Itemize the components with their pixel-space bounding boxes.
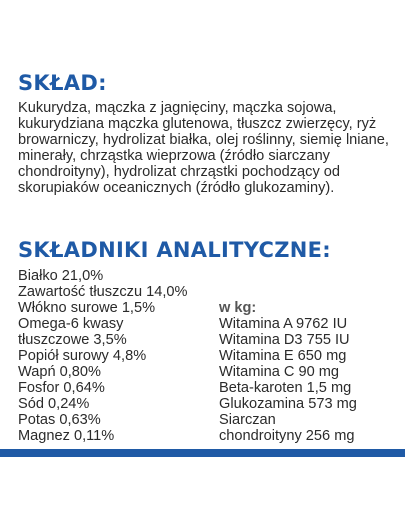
vitamin-item: Witamina D3 755 IU (219, 332, 350, 348)
analytical-item: Omega-6 kwasy (18, 316, 124, 332)
analytical-item: Zawartość tłuszczu 14,0% (18, 284, 188, 300)
analytical-list-left (18, 268, 188, 444)
vitamins-list-right (219, 300, 357, 444)
footer-bar (0, 449, 405, 457)
analytical-item: tłuszczowe 3,5% (18, 332, 127, 348)
vitamin-item: Witamina A 9762 IU (219, 316, 348, 332)
vitamin-item: Siarczan (219, 412, 276, 428)
analytical-item: Włókno surowe 1,5% (18, 300, 156, 316)
vitamin-item: chondroityny 256 mg (219, 428, 355, 444)
analytical-item: Magnez 0,11% (18, 428, 115, 444)
vitamin-item: Beta-karoten 1,5 mg (219, 380, 352, 396)
analytical-item: Wapń 0,80% (18, 364, 102, 380)
analytical-item: Popiół surowy 4,8% (18, 348, 147, 364)
composition-text: Kukurydza, mączka z jagnięciny, mączka sojowa, kukurydziana mączka glutenowa, tłuszcz zwierzęcy, ryż browarniczy, hydrolizat białka, olej roślinny, siemię lniane, minerały, chrząstka wieprzowa (źródło siarczany chondroityny), hydrolizat chrząstki pochodzący od skorupiaków oceanicznych (źródło glukozaminy). (18, 100, 389, 196)
analytical-item: Fosfor 0,64% (18, 380, 105, 396)
vitamin-item: Witamina E 650 mg (219, 348, 347, 364)
analytical-item: Potas 0,63% (18, 412, 101, 428)
analytical-item: Sód 0,24% (18, 396, 90, 412)
per-kg-label: w kg: (219, 300, 257, 316)
composition-heading: SKŁAD: (18, 71, 107, 95)
analytical-item: Białko 21,0% (18, 268, 104, 284)
vitamin-item: Glukozamina 573 mg (219, 396, 357, 412)
analytical-heading: SKŁADNIKI ANALITYCZNE: (18, 238, 331, 262)
vitamin-item: Witamina C 90 mg (219, 364, 340, 380)
